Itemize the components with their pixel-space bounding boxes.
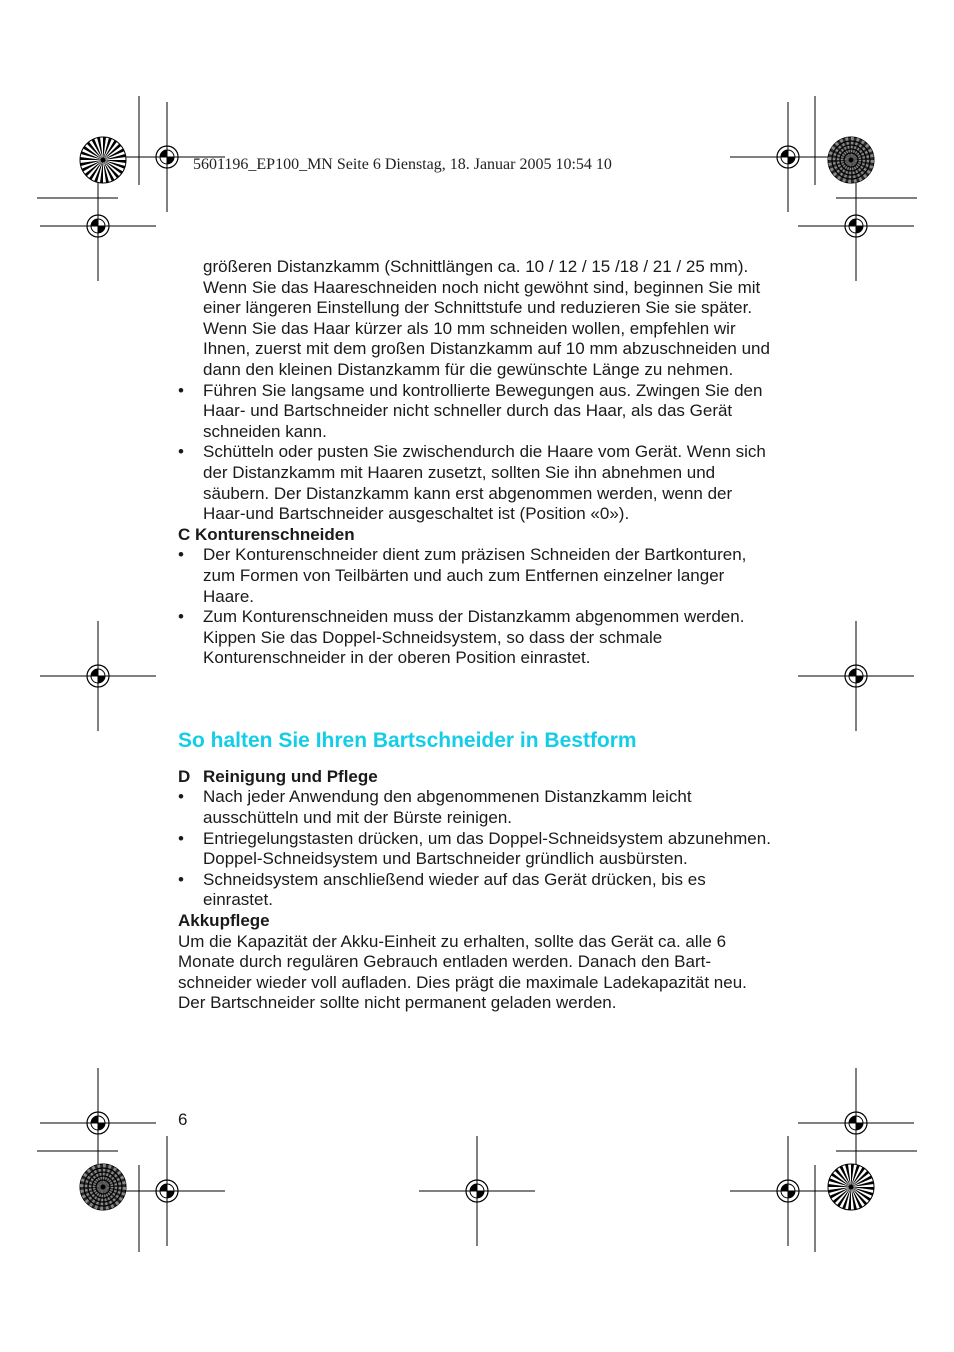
list-item: • Schneidsystem anschließend wieder auf das Gerät drücken, bis es einrastet. [178, 870, 778, 911]
registration-mark-icon [40, 1068, 156, 1178]
akku-paragraph: Um die Kapazität der Akku-Einheit zu erhalten, sollte das Gerät ca. alle 6 Monate durch regulären Gebrauch entladen werden. Danach den Bart-schneider wieder voll aufladen. Dies prägt die maximale Ladekapazität neu. Der Bartschneider sollte nicht permanent geladen werden. [178, 931, 747, 1013]
intro-bullet-list [178, 381, 778, 525]
intro-paragraph: größeren Distanzkamm (Schnittlängen ca. 10 / 12 / 15 /18 / 21 / 25 mm). Wenn Sie das Haareschneiden noch nicht gewöhnt sind, beginnen Sie mit einer längeren Einstellung der Schnittstufe und reduzieren Sie sie später. Wenn Sie das Haar kürzer als 10 mm schneiden wollen, empfehlen wir Ihnen, zuerst mit dem großen Distanzkamm auf 10 mm abzuschneiden und dann den kleinen Distanzkamm für die gewünschte Länge zu nehmen. [203, 257, 770, 379]
registration-mark-icon [40, 171, 156, 281]
color-bar-star-icon [828, 137, 874, 183]
section-title: So halten Sie Ihren Bartschneider in Bestform [178, 728, 637, 752]
akku-heading: Akkupflege [178, 911, 270, 931]
section-c-bullet-list [178, 545, 778, 669]
section-d-letter: D [178, 766, 191, 786]
registration-mark-icon [798, 171, 914, 281]
color-bar-star-icon [80, 137, 126, 183]
list-item: • Nach jeder Anwendung den abgenommenen Distanzkamm leicht ausschütteln und mit der Bürste reinigen. [178, 787, 778, 828]
list-item: • Schütteln oder pusten Sie zwischendurch die Haare vom Gerät. Wenn sich der Distanzkamm mit Haaren zusetzt, sollten Sie ihn abnehmen und säubern. Der Distanzkamm kann erst abgenommen werden, wenn der Haar-und Bartschneider ausgeschaltet ist (Position «0»). [178, 442, 778, 524]
section-d-heading-text: Reinigung und Pflege [203, 766, 378, 786]
color-bar-star-icon [828, 1164, 874, 1210]
page-content [178, 257, 778, 1014]
registration-mark-icon [419, 1136, 535, 1246]
list-item: • Führen Sie langsame und kontrollierte Bewegungen aus. Zwingen Sie den Haar- und Bartschneider nicht schneller durch das Haar, als das Gerät schneiden kann. [178, 381, 778, 443]
list-item: • Zum Konturenschneiden muss der Distanzkamm abgenommen werden. Kippen Sie das Doppel-Schneidsystem, so dass der schmale Konturenschneider in der oberen Position einrastet. [178, 607, 778, 669]
registration-mark-icon [798, 621, 914, 731]
section-c-heading: C Konturenschneiden [178, 524, 355, 544]
registration-mark-icon [798, 1068, 914, 1178]
section-d-bullet-list [178, 787, 778, 911]
page-number: 6 [178, 1110, 188, 1129]
section-d-heading [178, 767, 778, 788]
print-header: 5601196_EP100_MN Seite 6 Dienstag, 18. Januar 2005 10:54 10 [193, 156, 612, 173]
color-bar-star-icon [80, 1164, 126, 1210]
list-item: • Entriegelungstasten drücken, um das Doppel-Schneidsystem abzunehmen. Doppel-Schneidsystem und Bartschneider gründlich ausbürsten. [178, 829, 778, 870]
list-item: • Der Konturenschneider dient zum präzisen Schneiden der Bartkonturen, zum Formen von Teilbärten und auch zum Entfernen einzelner langer Haare. [178, 545, 778, 607]
registration-mark-icon [40, 621, 156, 731]
registration-mark-icon [109, 1136, 225, 1246]
